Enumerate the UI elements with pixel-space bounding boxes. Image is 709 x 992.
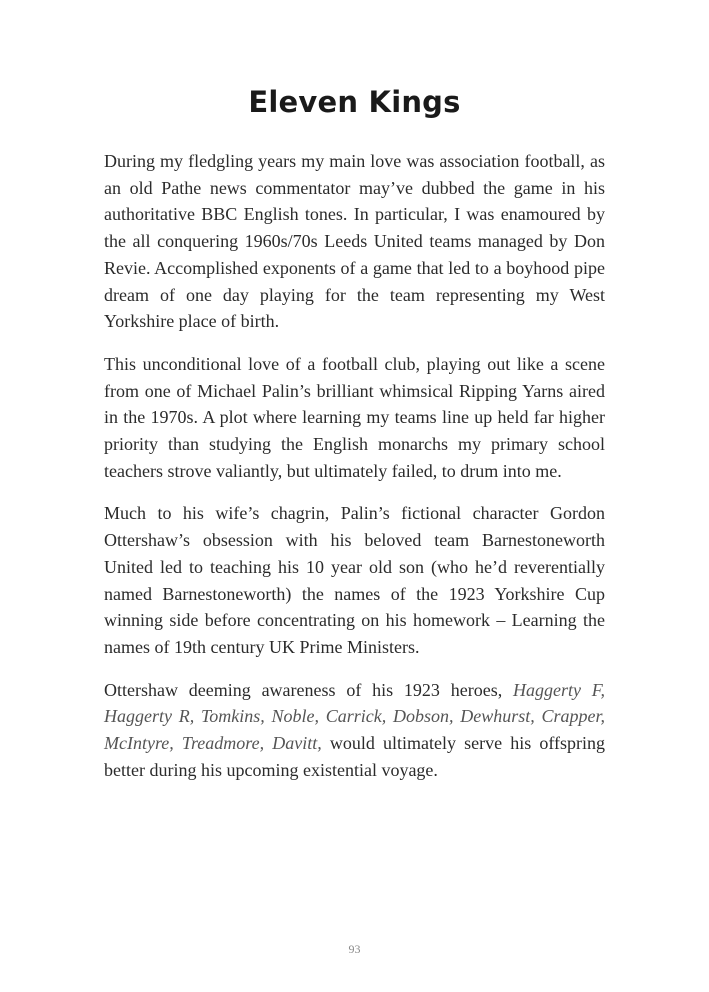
paragraph-2: This unconditional love of a football club, playing out like a scene from one of Michael Palin’s brilliant whimsical Ripping Yarns aired in the 1970s. A plot where learning my teams line up held far higher priority than studying the English monarchs my primary school teachers strove valiantly, but ultimately failed, to drum into me.: [104, 353, 605, 481]
player-names: Haggerty F, Haggerty R, Tomkins, Noble, Carrick, Dobson, Dewhurst, Crapper, McIntyre, Treadmore, Davitt,: [104, 679, 605, 754]
chapter-body: [104, 148, 605, 799]
paragraph-4-tail: would ultimately serve his offspring better during his upcoming existential voyage.: [104, 733, 605, 780]
chapter-title: Eleven Kings: [248, 85, 461, 119]
paragraph-4-lead: Ottershaw deeming awareness of his 1923 heroes,: [104, 679, 514, 700]
paragraph-1: During my fledgling years my main love was association football, as an old Pathe news commentator may’ve dubbed the game in his authoritative BBC English tones. In particular, I was enamoured by the all conquering 1960s/70s Leeds United teams managed by Don Revie. Accomplished exponents of a game that led to a boyhood pipe dream of one day playing for the team representing my West Yorkshire place of birth.: [104, 151, 605, 332]
paragraph-3: Much to his wife’s chagrin, Palin’s fictional character Gordon Ottershaw’s obsession with his beloved team Barnestoneworth United led to teaching his 10 year old son (who he’d reverentially named Barnestoneworth) the names of the 1923 Yorkshire Cup winning side before concentrating on his homework – Learning the names of 19th century UK Prime Ministers.: [104, 503, 605, 657]
paragraph-4: [104, 677, 605, 784]
page-number: 93: [348, 942, 361, 956]
